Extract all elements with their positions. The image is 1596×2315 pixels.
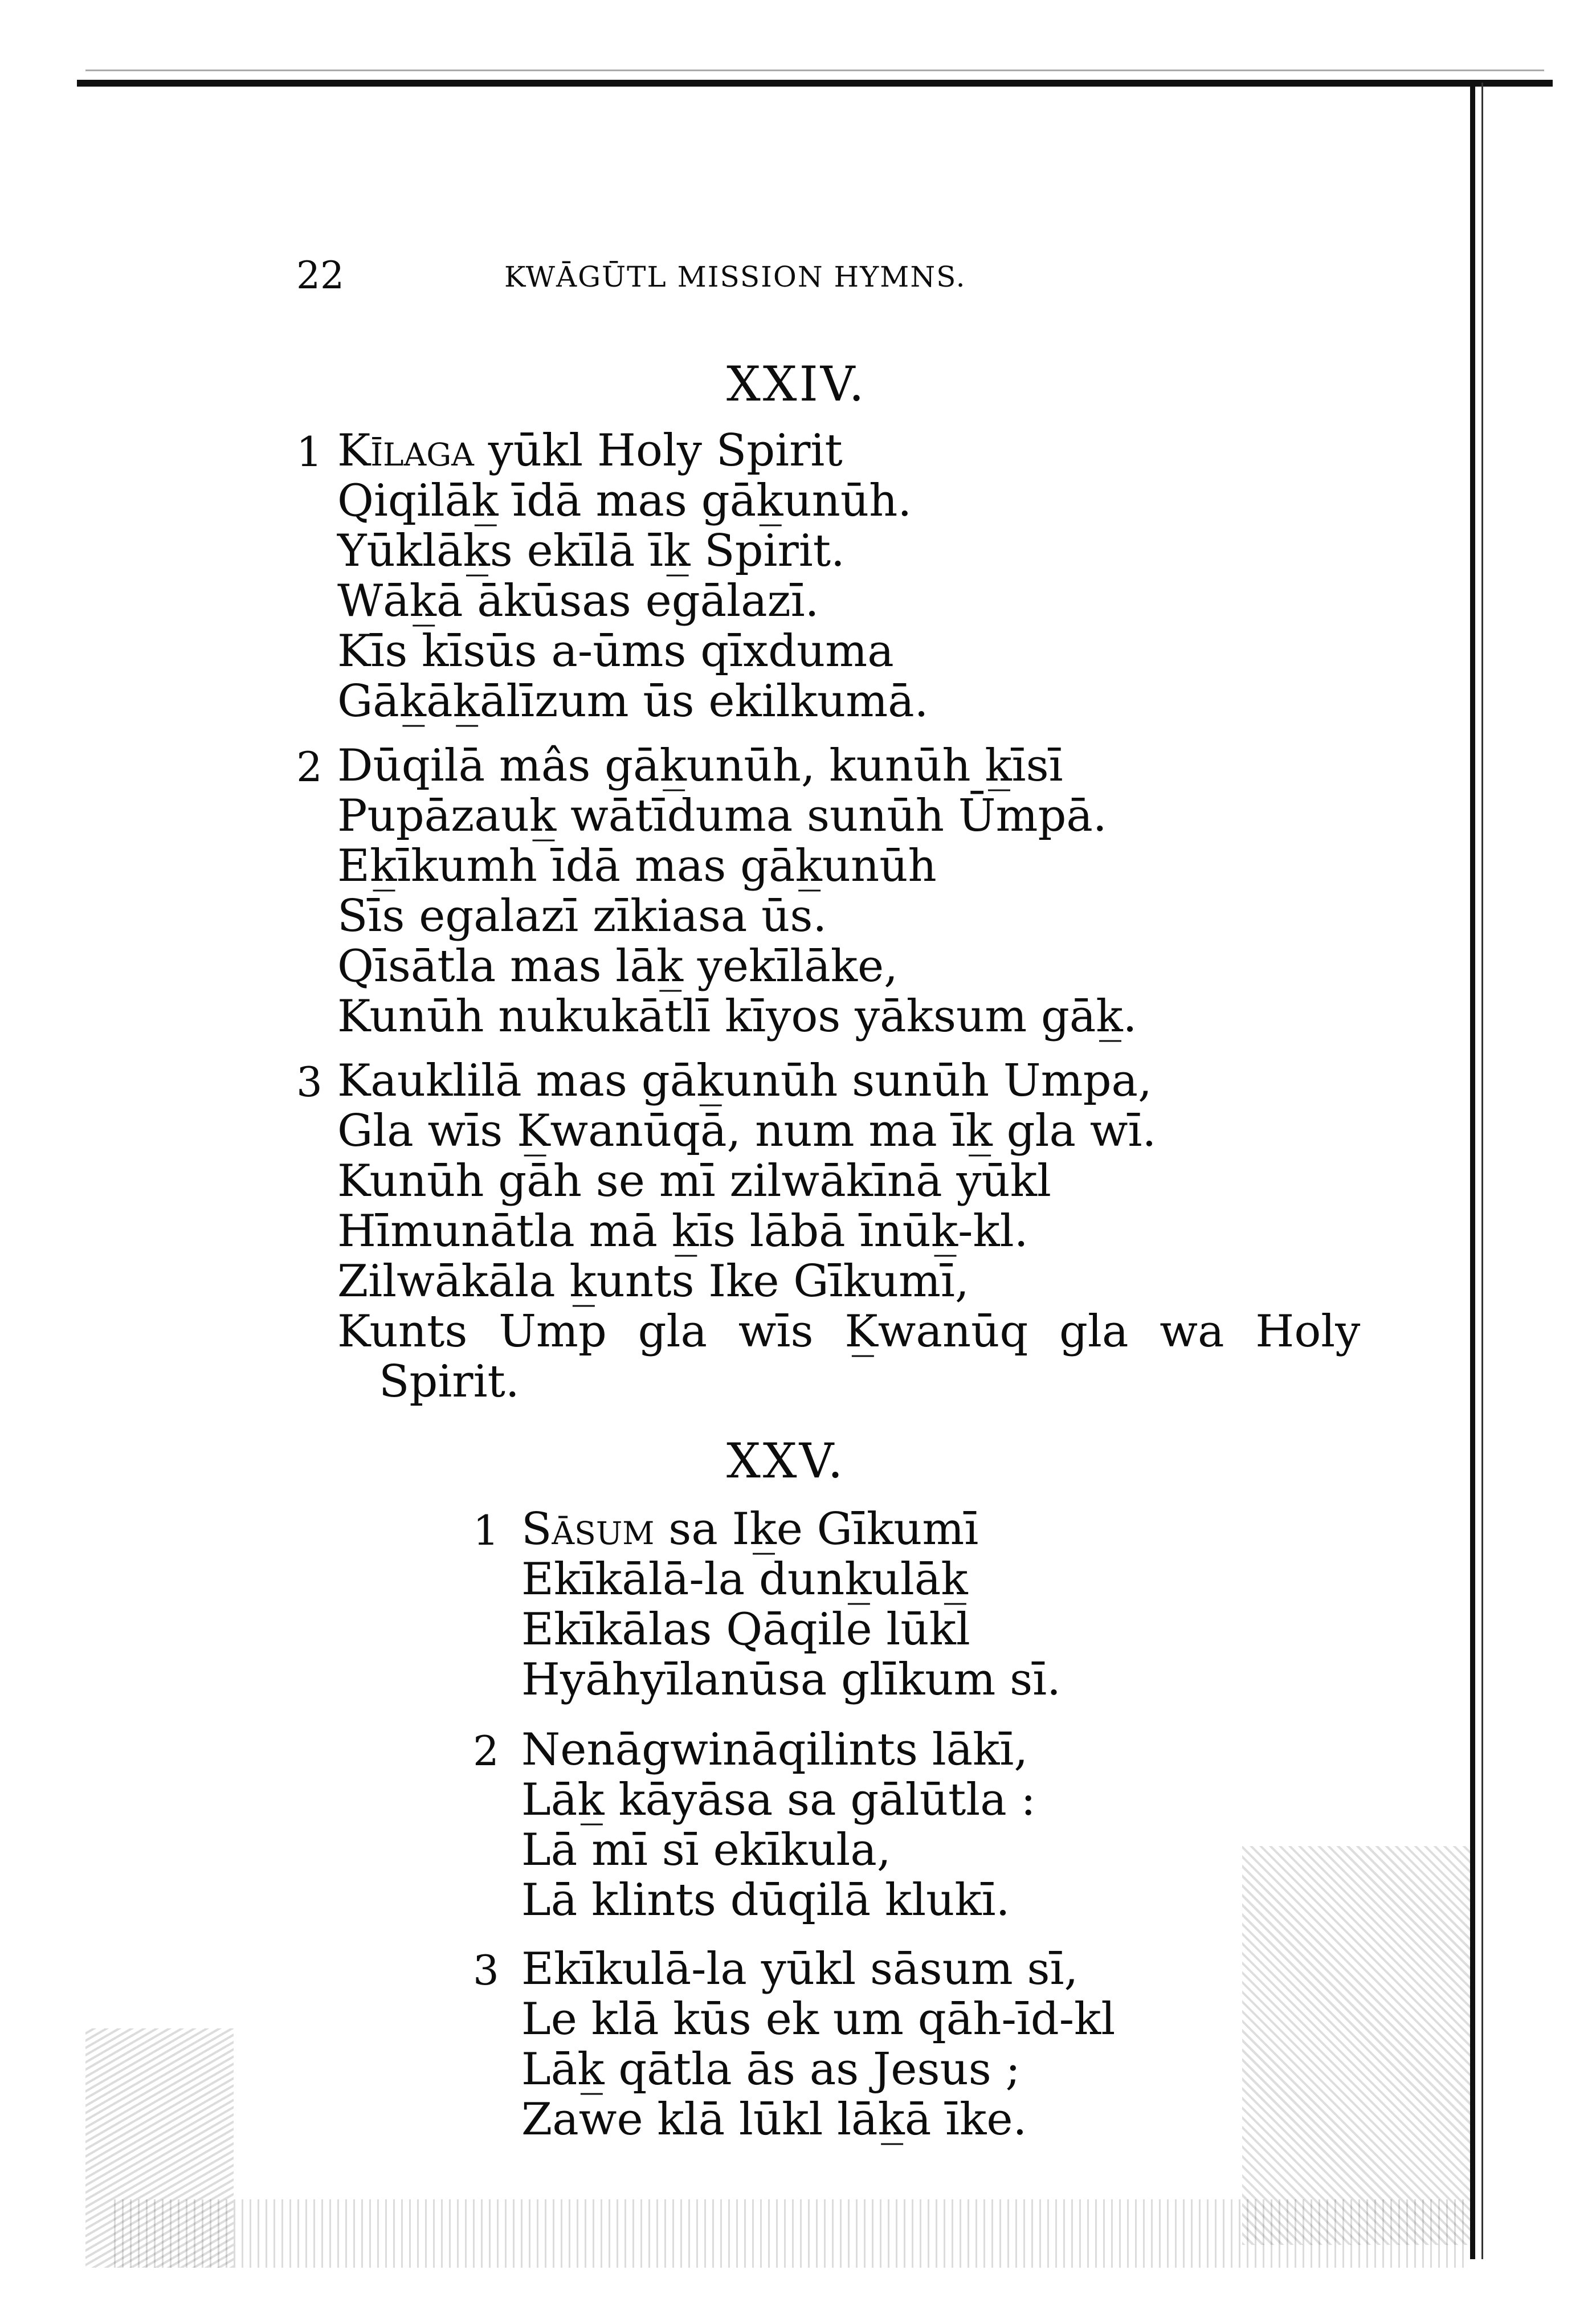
- verse-number: 2: [473, 1727, 499, 1775]
- verse-line: Kunūh gāh se mī zilwākīnā yūkl: [337, 1156, 1051, 1207]
- hymn-heading-xxv: XXV.: [726, 1433, 846, 1489]
- verse-line: Pupāzauk̲ wātīduma sunūh Ūmpā.: [337, 790, 1107, 842]
- verse-number: 1: [296, 428, 323, 476]
- verse-line: Lā klints dūqilā klukī.: [521, 1875, 1010, 1926]
- verse-number: 2: [296, 743, 323, 791]
- verse-first-rest: yūkl Holy Spirit: [474, 425, 843, 476]
- verse-line-first: [521, 1504, 979, 1555]
- verse-first-word: Kīlaga: [337, 425, 474, 476]
- verse-number: 3: [296, 1058, 323, 1106]
- book-title: KWĀGŪTL MISSION HYMNS.: [504, 260, 966, 293]
- verse-line: Qīsātla mas lāk̲ yekīlāke,: [337, 941, 898, 992]
- verse-line: Kauklilā mas gāk̲unūh sunūh Umpa,: [337, 1055, 1152, 1107]
- verse-line: Nenāgwināqilints lākī,: [521, 1724, 1028, 1775]
- right-border-rule: [1470, 83, 1475, 2259]
- verse-line: Lā mī sī ekīkula,: [521, 1824, 891, 1876]
- verse-line: Le klā kūs ek um qāh-īd-kl: [521, 1994, 1116, 2045]
- verse-line: Sīs egalazī zīkiasa ūs.: [337, 891, 827, 942]
- verse-line: Yūklāk̲s ekīlā īk̲ Spirit.: [337, 525, 845, 577]
- verse-first-word: Sāsum: [521, 1504, 655, 1555]
- verse-line: Kunūh nukukātlī kīyos yāksum gāk̲.: [337, 991, 1137, 1042]
- verse-number: 1: [473, 1506, 499, 1554]
- verse-line: Gāk̲āk̲ālīzum ūs ekilkumā.: [337, 676, 929, 727]
- verse-line-continuation: Spirit.: [379, 1356, 520, 1407]
- verse-line: Ekīkālā-la dunk̲ulāk̲: [521, 1554, 968, 1605]
- verse-line: Lāk̲ qātla ās as Jesus ;: [521, 2044, 1021, 2095]
- top-border-rule: [77, 80, 1553, 87]
- verse-line: Ek̲īkumh īdā mas gāk̲unūh: [337, 840, 937, 892]
- verse-line: Wāk̲ā ākūsas egālazī.: [337, 575, 819, 627]
- verse-line: Zawe klā lūkl lāk̲ā īke.: [521, 2094, 1027, 2145]
- verse-number: 3: [473, 1946, 499, 1994]
- verse-line: Hyāhyīlanūsa glīkum sī.: [521, 1654, 1061, 1705]
- verse-line: Lāk̲ kāyāsa sa gālūtla :: [521, 1774, 1036, 1826]
- verse-line: Dūqilā mâs gāk̲unūh, kunūh k̲īsī: [337, 740, 1063, 791]
- right-border-rule-inner: [1481, 83, 1483, 2259]
- verse-line: Zilwākāla k̲unts Ike Gīkumī,: [337, 1256, 969, 1307]
- verse-line-first: [337, 425, 843, 476]
- scan-noise-bottom: [114, 2199, 1470, 2268]
- page-number: 22: [296, 254, 344, 297]
- verse-line: Ekīkālas Qāqile lūkl: [521, 1604, 970, 1655]
- scan-noise-bottom-right: [1242, 1846, 1470, 2245]
- verse-line: Kunts Ump gla wīs K̲wanūq gla wa Holy: [337, 1306, 1361, 1357]
- verse-line: Kīs kīsūs a-ūms qīxduma: [337, 626, 894, 677]
- top-border-faint: [85, 70, 1544, 71]
- running-head: [0, 254, 1596, 299]
- verse-line: Gla wīs K̲wanūqā, num ma īk̲ gla wī.: [337, 1105, 1157, 1157]
- hymn-heading-xxiv: XXIV.: [726, 356, 867, 412]
- verse-first-rest: sa Ik̲e Gīkumī: [654, 1504, 979, 1555]
- verse-line: Ekīkulā-la yūkl sāsum sī,: [521, 1944, 1079, 1995]
- verse-line: Hīmunātla mā k̲īs lābā īnūk̲-kl.: [337, 1206, 1028, 1257]
- verse-line: Qiqilāk̲ īdā mas gāk̲unūh.: [337, 475, 912, 526]
